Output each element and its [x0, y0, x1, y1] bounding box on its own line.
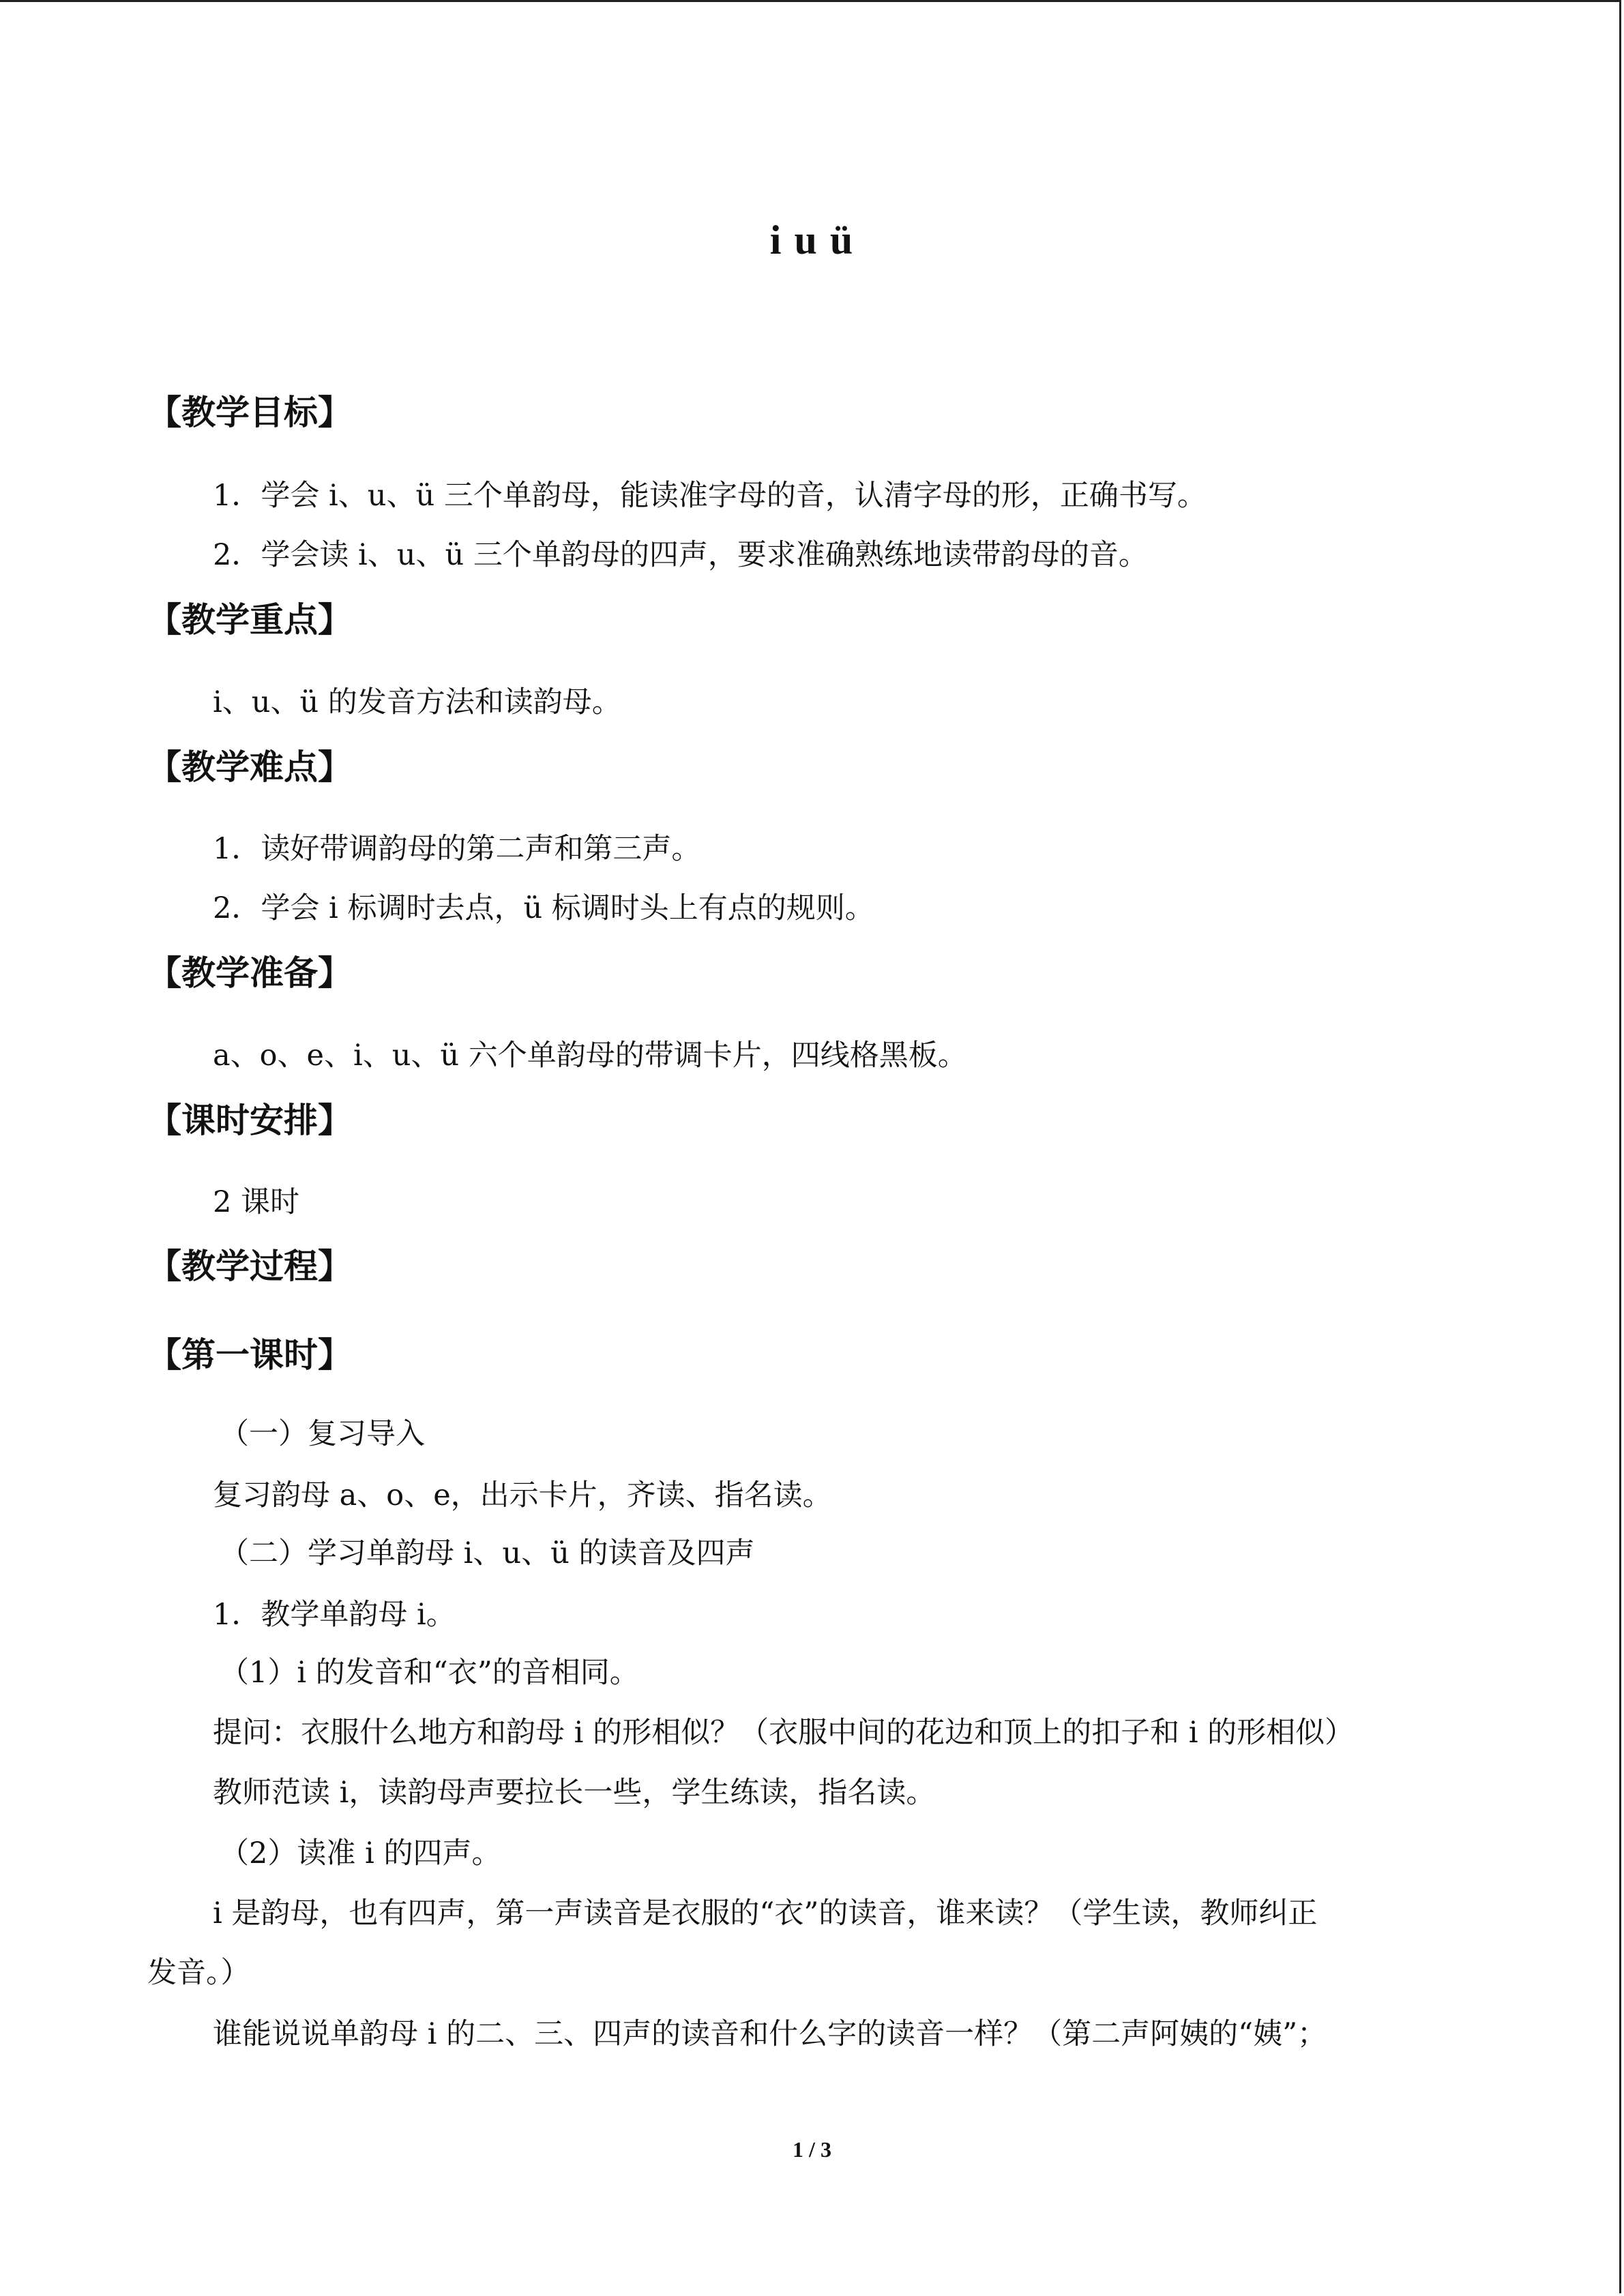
heading-key-points: 【教学重点】: [147, 600, 352, 640]
lesson1-line-9: i 是韵母，也有四声，第一声读音是衣服的“衣”的读音，谁来读？（学生读，教师纠正: [213, 1896, 1318, 1930]
lesson1-line-7: 教师范读 i，读韵母声要拉长一些，学生练读，指名读。: [213, 1776, 936, 1810]
heading-preparation: 【教学准备】: [147, 953, 352, 993]
lesson1-line-4: 1．教学单韵母 i。: [213, 1598, 456, 1632]
heading-difficulties: 【教学难点】: [147, 747, 352, 787]
difficulty-item-1: 1．读好带调韵母的第二声和第三声。: [213, 832, 701, 866]
lesson1-line-1: （一）复习导入: [220, 1417, 425, 1451]
difficulty-item-2: 2．学会 i 标调时去点，ü 标调时头上有点的规则。: [213, 891, 874, 925]
lesson1-line-8: （2）读准 i 的四声。: [220, 1836, 501, 1870]
lesson1-line-2: 复习韵母 a、o、e，出示卡片，齐读、指名读。: [213, 1478, 832, 1512]
key-points-text: i、u、ü 的发音方法和读韵母。: [213, 685, 621, 719]
heading-process: 【教学过程】: [147, 1247, 352, 1286]
goal-item-2: 2．学会读 i、u、ü 三个单韵母的四声，要求准确熟练地读带韵母的音。: [213, 538, 1148, 572]
preparation-text: a、o、e、i、u、ü 六个单韵母的带调卡片，四线格黑板。: [213, 1039, 967, 1073]
lesson1-line-10: 发音。）: [147, 1956, 250, 1990]
heading-schedule: 【课时安排】: [147, 1101, 352, 1140]
schedule-text: 2 课时: [213, 1185, 300, 1219]
lesson1-line-11: 谁能说说单韵母 i 的二、三、四声的读音和什么字的读音一样？（第二声阿姨的“姨”；: [213, 2017, 1327, 2051]
document-title: i u ü: [769, 218, 855, 263]
heading-lesson1: 【第一课时】: [147, 1335, 352, 1375]
page-number: 1 / 3: [793, 2137, 831, 2162]
lesson1-line-5: （1）i 的发音和“衣”的音相同。: [220, 1656, 639, 1690]
lesson1-line-6: 提问：衣服什么地方和韵母 i 的形相似？（衣服中间的花边和顶上的扣子和 i 的形相似）: [213, 1716, 1355, 1750]
goal-item-1: 1．学会 i、u、ü 三个单韵母，能读准字母的音，认清字母的形，正确书写。: [213, 479, 1207, 513]
lesson1-line-3: （二）学习单韵母 i、u、ü 的读音及四声: [220, 1536, 755, 1570]
heading-goals: 【教学目标】: [147, 393, 352, 432]
